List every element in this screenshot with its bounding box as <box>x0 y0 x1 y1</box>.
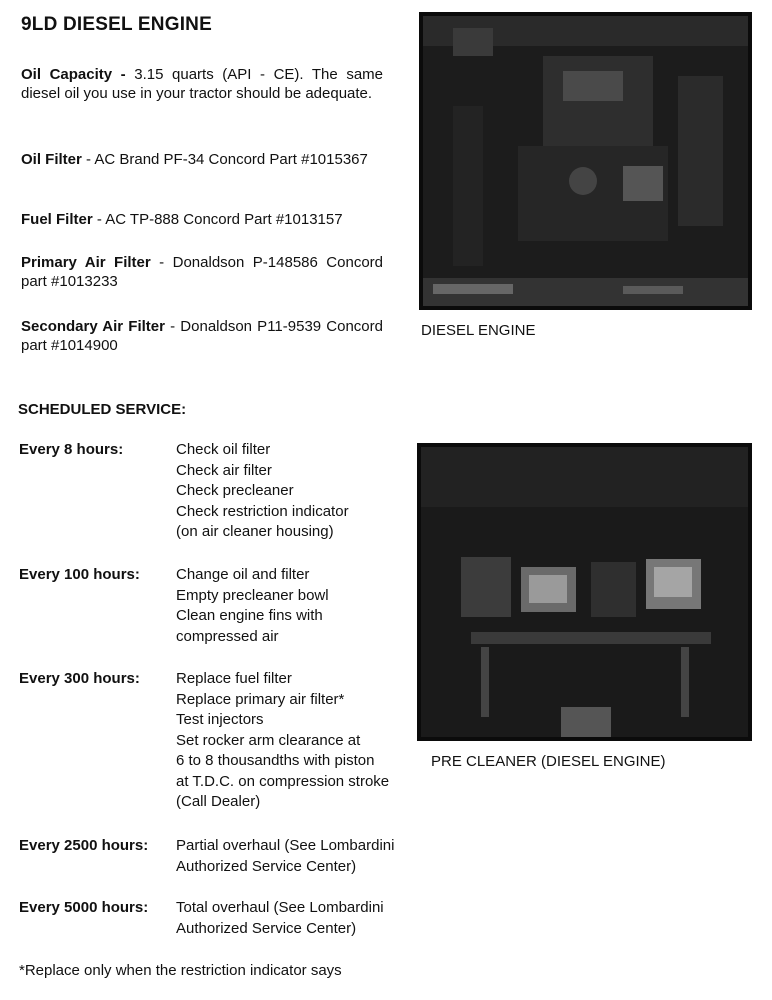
pre-cleaner-photo <box>417 443 752 741</box>
spec-text: - Donaldson P11-9539 Concord part #1014900 <box>21 318 383 354</box>
task-item: at T.D.C. on compression stroke <box>176 772 390 790</box>
task-item: Check restriction indicator <box>176 502 349 520</box>
precleaner-photo-art <box>421 447 748 737</box>
task-item: (on air cleaner housing) <box>176 523 334 540</box>
task-item: Test injectors <box>176 711 264 728</box>
task-item: Replace fuel filter <box>176 670 292 687</box>
tasks-2500-hours <box>176 836 394 877</box>
task-item: Check air filter <box>176 461 272 479</box>
task-item: Replace primary air filter* <box>176 690 345 708</box>
interval-300-hours: Every 300 hours: <box>19 670 140 687</box>
task-item: compressed air <box>176 627 279 645</box>
engine-photo-art <box>423 16 748 306</box>
interval-100-hours: Every 100 hours: <box>19 566 140 583</box>
diesel-engine-photo <box>419 12 752 310</box>
task-item: Check precleaner <box>176 482 294 499</box>
spec-label: Oil Capacity - <box>21 66 126 83</box>
tasks-300-hours <box>176 669 389 813</box>
task-item: Authorized Service Center) <box>176 919 357 937</box>
spec-secondary-air-filter <box>21 317 383 355</box>
spec-text: 3.15 quarts (API - CE). The same diesel oil you use in your tractor should be adequate. <box>21 66 383 102</box>
footnote: *Replace only when the restriction indicator says <box>19 962 342 979</box>
task-item: Clean engine fins with <box>176 607 323 624</box>
spec-text: - AC Brand PF-34 Concord Part #1015367 <box>81 151 368 168</box>
task-item: Total overhaul (See Lombardini <box>176 899 384 916</box>
photo-caption: PRE CLEANER (DIESEL ENGINE) <box>431 753 666 770</box>
spec-primary-air-filter <box>21 253 383 291</box>
tasks-100-hours <box>176 565 329 647</box>
spec-oil-filter <box>21 150 383 169</box>
spec-fuel-filter <box>21 210 383 229</box>
task-item: Empty precleaner bowl <box>176 586 329 604</box>
spec-text: - AC TP-888 Concord Part #1013157 <box>92 211 343 228</box>
photo-caption: DIESEL ENGINE <box>421 322 536 339</box>
tasks-8-hours <box>176 440 349 543</box>
task-item: Set rocker arm clearance at <box>176 731 361 749</box>
task-item: 6 to 8 thousandths with piston <box>176 752 375 769</box>
spec-text: - Donaldson P-148586 Concord part #1013233 <box>21 254 383 290</box>
spec-label: Oil Filter <box>21 151 82 168</box>
spec-label: Primary Air Filter <box>21 254 151 271</box>
interval-2500-hours: Every 2500 hours: <box>19 837 149 854</box>
tasks-5000-hours <box>176 898 384 939</box>
task-item: Change oil and filter <box>176 566 310 583</box>
task-item: Check oil filter <box>176 441 271 458</box>
scheduled-service-heading: SCHEDULED SERVICE: <box>18 401 187 418</box>
task-item: Partial overhaul (See Lombardini <box>176 837 395 854</box>
page-title: 9LD DIESEL ENGINE <box>21 14 212 35</box>
interval-5000-hours: Every 5000 hours: <box>19 899 149 916</box>
task-item: Authorized Service Center) <box>176 857 357 875</box>
interval-8-hours: Every 8 hours: <box>19 441 124 458</box>
spec-label: Secondary Air Filter <box>21 318 165 335</box>
task-item: (Call Dealer) <box>176 793 261 810</box>
spec-oil-capacity <box>21 65 383 103</box>
spec-label: Fuel Filter <box>21 211 93 228</box>
